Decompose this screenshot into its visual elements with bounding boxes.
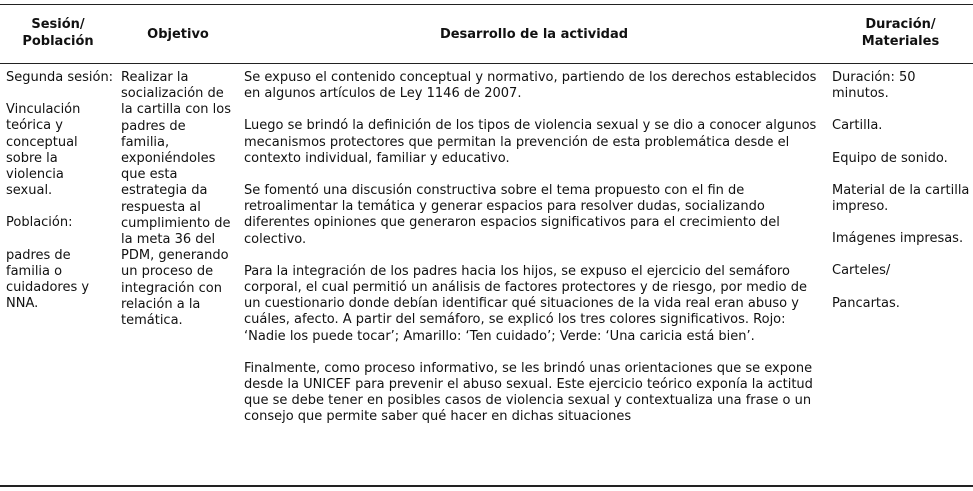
objetivo-text: Realizar la socialización de la cartilla con los padres de familia, exponiéndoles que esta estrategia da respuesta al cumplimiento de la meta 36 del PDM, generando un proceso de integración con relación a la temática. (121, 70, 232, 329)
desarrollo-paragraph-3: Se fomentó una discusión constructiva sobre el tema propuesto con el fin de retroalimentar la temática y generar espacios para resolver dudas, socializando diferentes opiniones que generaron espacios significativos para el crecimiento del colectivo. (244, 183, 780, 247)
header-objetivo: Objetivo (147, 27, 209, 42)
poblacion-value: padres de familia o cuidadores y NNA. (6, 247, 90, 312)
desarrollo-paragraph-5: Finalmente, como proceso informativo, se les brindó unas orientaciones que se expone desde la UNICEF para prevenir el abuso sexual. Este ejercicio teórico exponía la actitud que se debe tener en posibles casos de violencia sexual y contextualiza una frase o un consejo que permite saber qué hacer en dichas situaciones (244, 360, 813, 425)
material-cartilla-impreso: Material de la cartilla impreso. (832, 182, 970, 215)
material-cartilla: Cartilla. (832, 118, 883, 134)
table-top-rule (0, 4, 973, 5)
header-desarrollo: Desarrollo de la actividad (439, 27, 629, 42)
sesion-tema: Vinculación teórica y conceptual sobre la violencia sexual. (6, 102, 81, 199)
duracion-text: Duración: 50 minutos. (832, 70, 916, 102)
material-equipo-sonido: Equipo de sonido. (832, 150, 948, 166)
cell-sesion-poblacion (6, 70, 114, 312)
poblacion-label: Población: (6, 215, 73, 231)
header-bottom-rule (0, 63, 973, 64)
material-imagenes: Imágenes impresas. (832, 231, 964, 247)
cell-desarrollo (244, 70, 824, 426)
cell-objetivo (121, 70, 233, 329)
table-bottom-rule (0, 485, 973, 487)
desarrollo-paragraph-2: Luego se brindó la definición de los tipos de violencia sexual y se dio a conocer algunos mecanismos protectores que permitan la prevención de esta problemática desde el contexto individual, familiar y educativo. (244, 118, 817, 166)
header-sesion-poblacion: Sesión/ Población (22, 17, 94, 49)
cell-duracion-materiales (832, 70, 970, 312)
header-duracion-materiales: Duración/ Materiales (861, 17, 940, 49)
material-carteles: Carteles/ (832, 263, 891, 279)
material-pancartas: Pancartas. (832, 295, 900, 311)
sesion-label: Segunda sesión: (6, 70, 114, 85)
desarrollo-paragraph-4: Para la integración de los padres hacia los hijos, se expuso el ejercicio del semáforo corporal, el cual permitió un análisis de factores protectores y de riesgo, por medio de un cuestionario donde debían identificar qué situaciones de la vida real eran abuso y cuáles, afecto. A partir del semáforo, se explicó los tres colores significativos. Rojo: ‘Nadie los puede tocar’; Amarillo: ‘Ten cuidado’; Verde: ‘Una caricia está bien’. (244, 263, 807, 344)
desarrollo-paragraph-1: Se expuso el contenido conceptual y normativo, partiendo de los derechos establecidos en algunos artículos de Ley 1146 de 2007. (244, 70, 817, 102)
